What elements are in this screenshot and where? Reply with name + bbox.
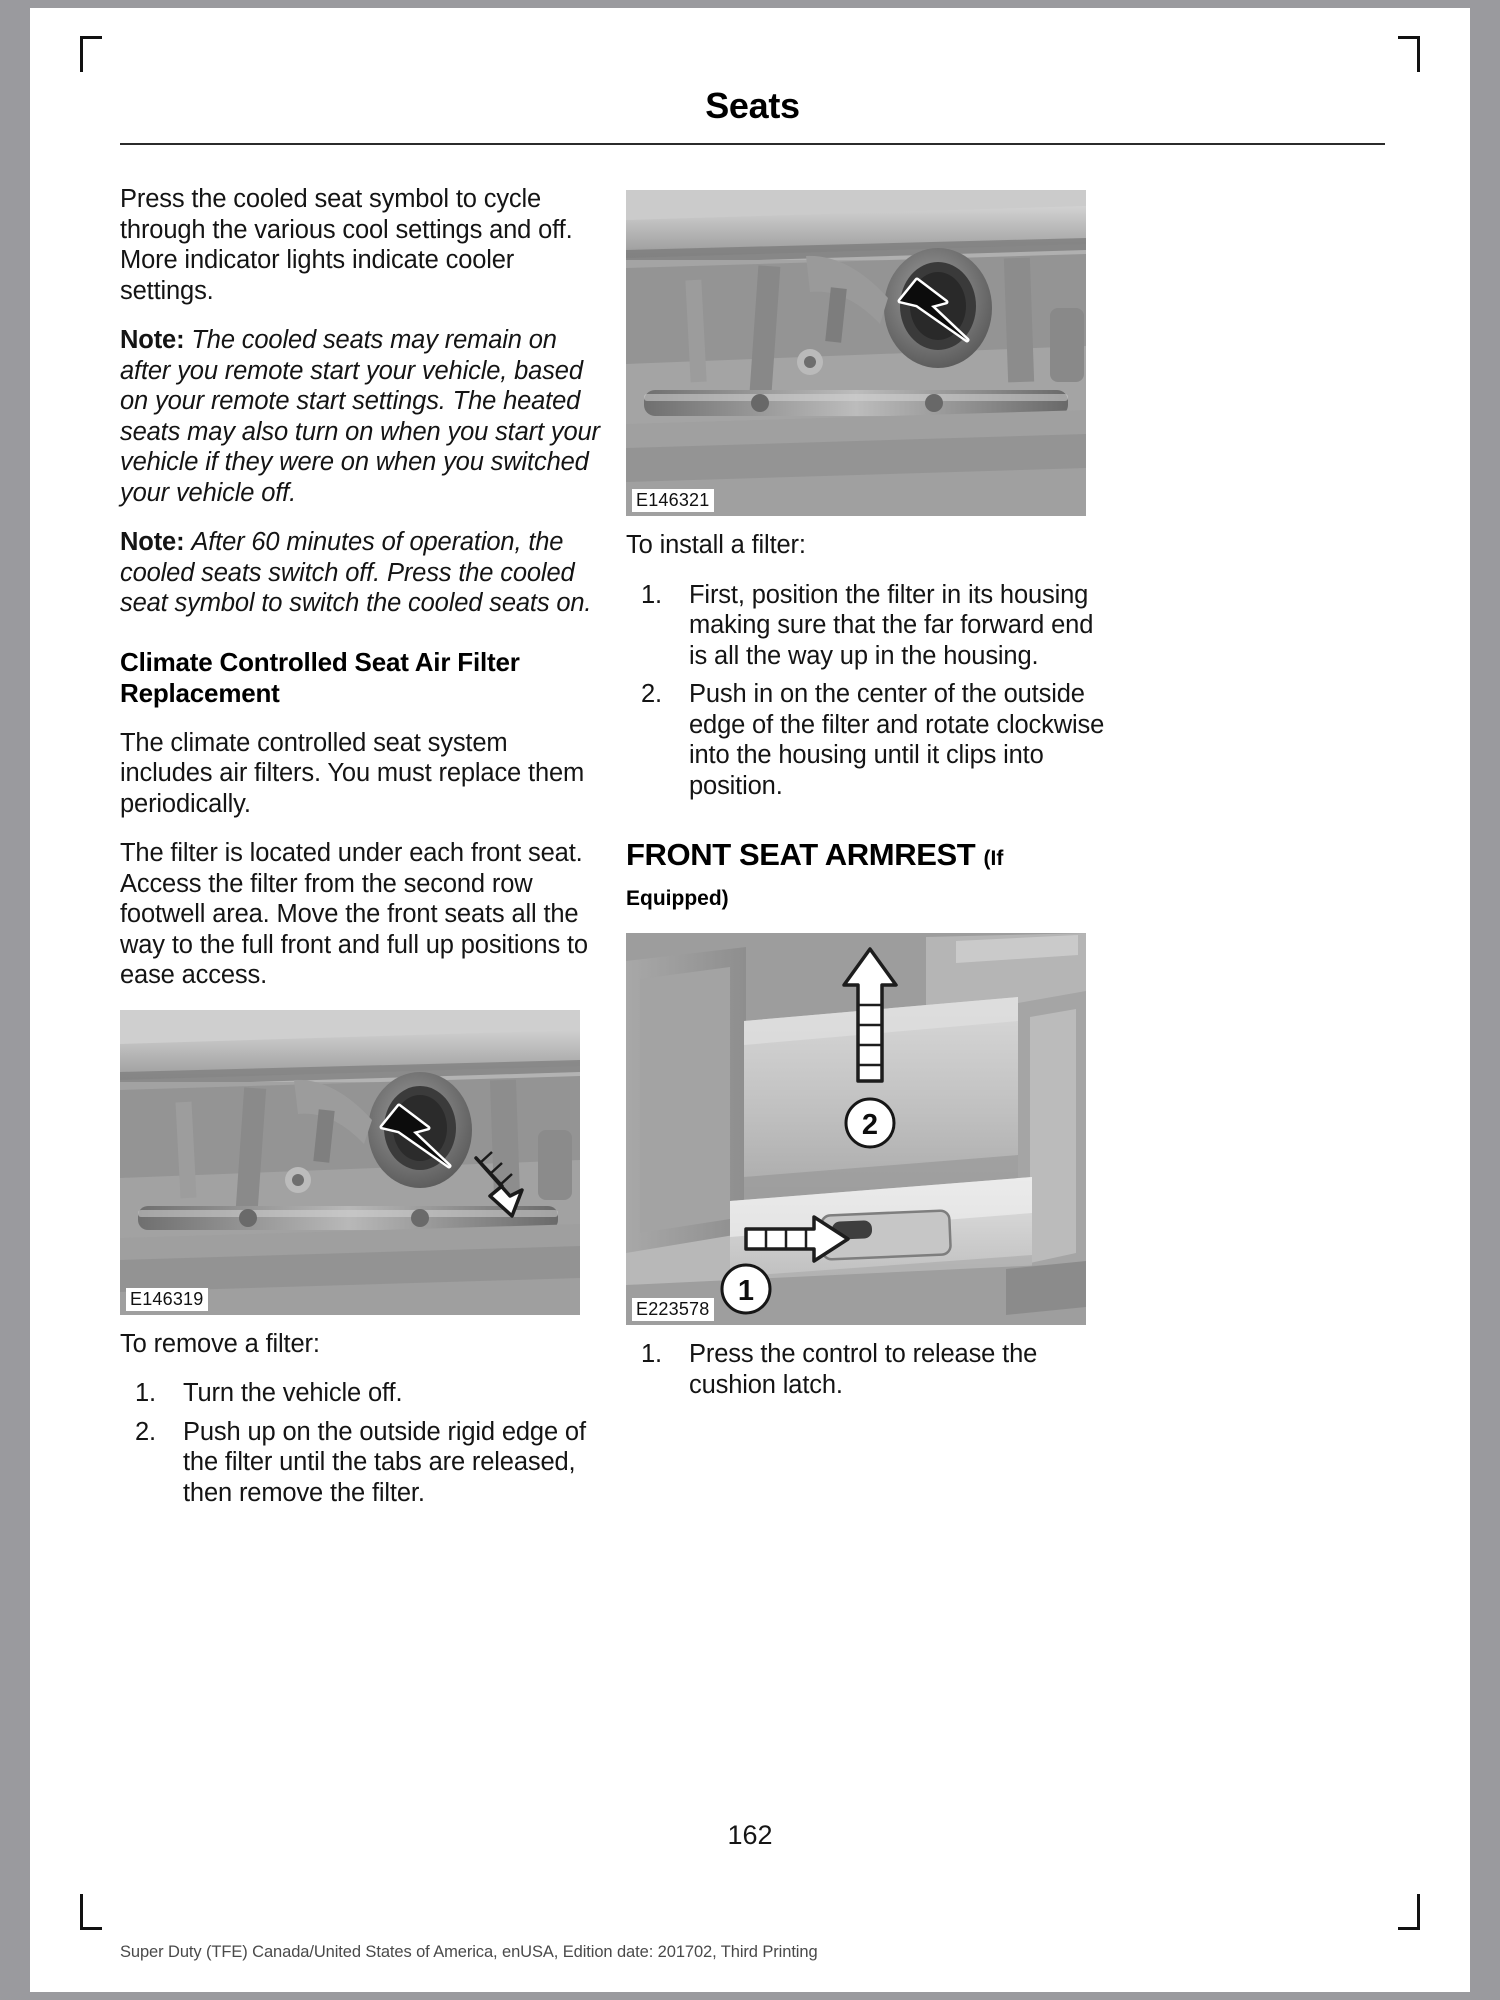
right-column [626,184,1108,1419]
step-number: 1. [641,580,662,609]
figure-filter-removal-image [120,1010,580,1315]
document-page [30,8,1470,1992]
crop-mark-top-left [80,36,102,72]
page-title: Seats [705,85,800,126]
figure-filter-installation [626,190,1086,516]
step-number: 1. [641,1340,662,1368]
figure-label-e223578: E223578 [632,1298,714,1321]
step-text: Push in on the center of the outside edge of the filter and rotate clockwise into the housing until it clips into position. [689,680,1105,800]
step-number: 2. [135,1417,156,1446]
install-filter-steps [626,580,1108,802]
page-number: 162 [727,1820,773,1850]
list-item [626,679,1108,801]
armrest-heading-qualifier: (If Equipped) [626,847,1004,910]
armrest-heading-main: FRONT SEAT ARMREST [626,837,976,872]
remove-filter-lead: To remove a filter: [120,1329,320,1358]
figure-label-e146319: E146319 [126,1288,208,1311]
remove-filter-steps [120,1378,602,1508]
note-1 [120,325,602,508]
note-2-text: After 60 minutes of operation, the cooled seats switch off. Press the cooled seat symbol to switch the cooled seats on. [120,528,592,617]
list-item [626,580,1108,672]
step-text: Press the control to release the cushion latch. [689,1340,1038,1399]
page-footer: Super Duty (TFE) Canada/United States of America, enUSA, Edition date: 201702, Third Printing [120,1943,818,1961]
figure-front-seat-armrest-image [626,933,1086,1325]
step-number: 1. [135,1379,156,1407]
note-1-text: The cooled seats may remain on after you remote start your vehicle, based on your remote start settings. The heated seats may also turn on when you start your vehicle if they were on when you switched your vehicle off. [120,326,600,507]
figure-filter-installation-image [626,190,1086,516]
section-heading-filter-replacement: Climate Controlled Seat Air Filter Replacement [120,646,520,708]
list-item [120,1378,602,1409]
page-header [120,86,1385,126]
filter-paragraph-2: The filter is located under each front seat. Access the filter from the second row footwell area. Move the front seats all the way to the full front and full up positions to ease access. [120,839,588,989]
step-text: First, position the filter in its housing making sure that the far forward end is all the way up in the housing. [689,580,1094,670]
header-divider [120,143,1385,145]
armrest-steps [626,1339,1108,1400]
callout-2 [846,1099,894,1147]
svg-text:2: 2 [861,1109,879,1141]
crop-mark-bottom-right [1398,1894,1420,1930]
install-filter-lead: To install a filter: [626,531,806,559]
left-column [120,184,602,1527]
figure-label-e146321: E146321 [632,489,714,512]
callout-1 [722,1265,770,1313]
crop-mark-bottom-left [80,1894,102,1930]
note-2-label: Note: [120,528,185,556]
list-item [626,1339,1108,1400]
section-heading-front-seat-armrest [626,837,1108,917]
list-item [120,1417,602,1509]
note-2 [120,527,602,619]
step-number: 2. [641,680,662,708]
intro-paragraph: Press the cooled seat symbol to cycle through the various cool settings and off. More indicator lights indicate cooler settings. [120,185,573,305]
note-1-label: Note: [120,326,185,354]
figure-front-seat-armrest [626,933,1086,1325]
svg-text:1: 1 [737,1275,755,1307]
filter-paragraph-1: The climate controlled seat system includes air filters. You must replace them periodically. [120,728,585,818]
figure-filter-removal [120,1010,580,1315]
step-text: Push up on the outside rigid edge of the filter until the tabs are released, then remove the filter. [183,1417,586,1507]
step-text: Turn the vehicle off. [183,1379,403,1407]
crop-mark-top-right [1398,36,1420,72]
